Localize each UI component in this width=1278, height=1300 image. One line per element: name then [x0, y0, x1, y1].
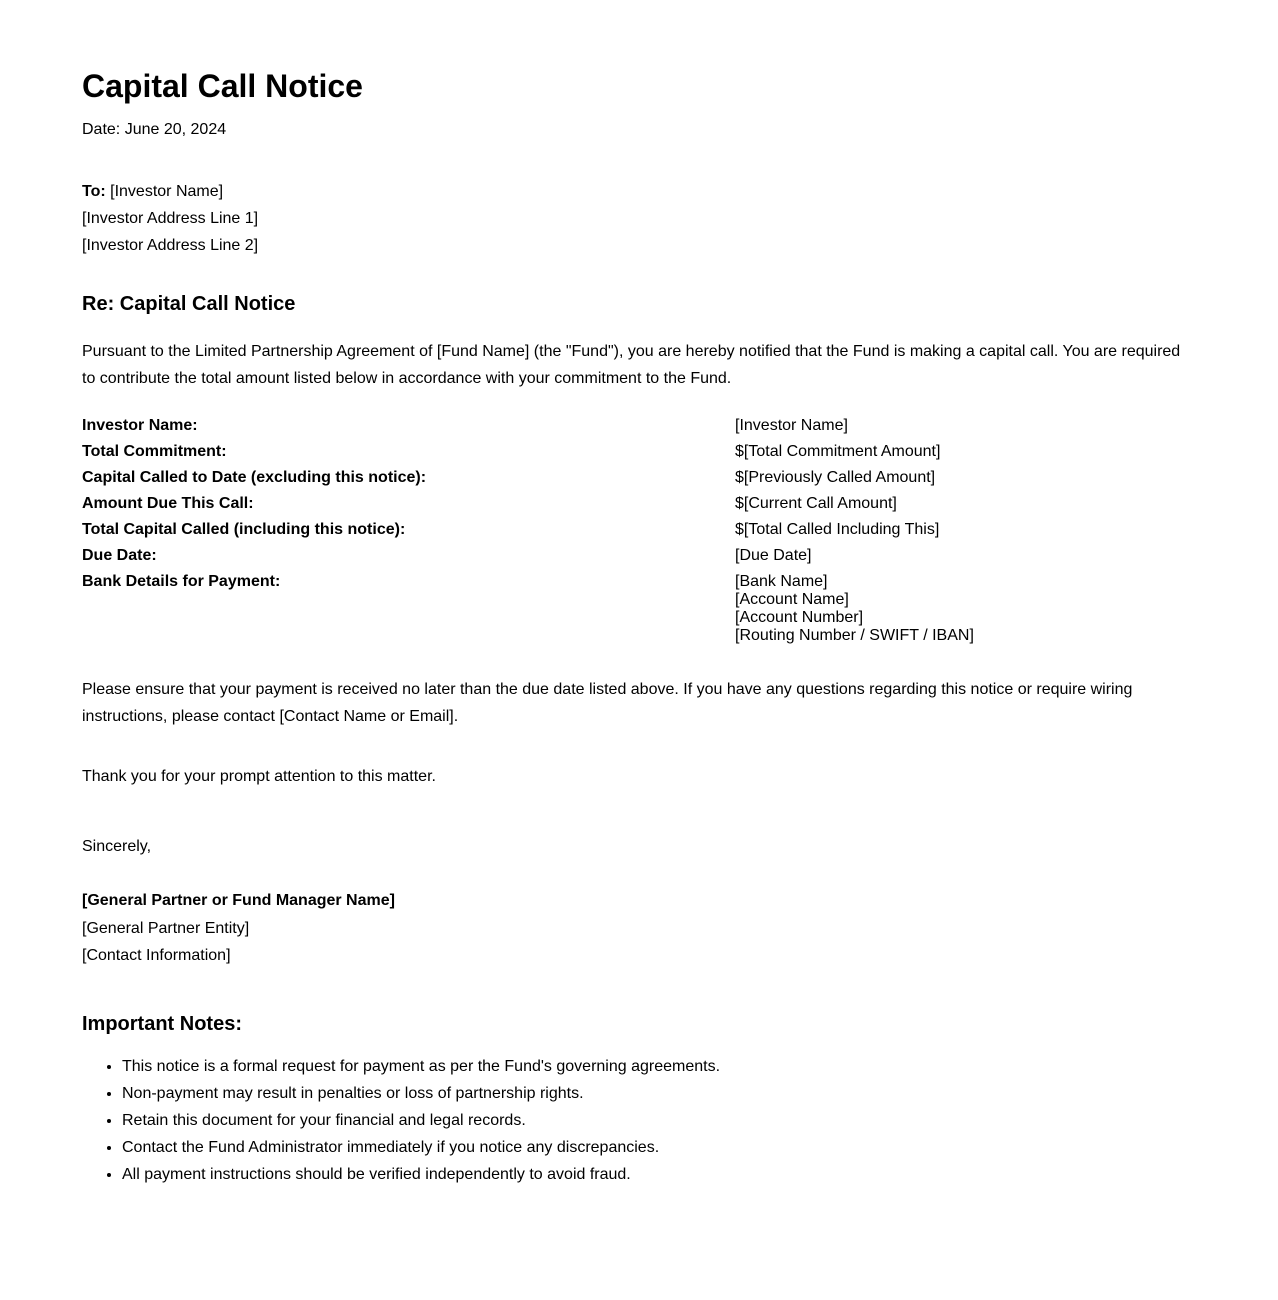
signatory-entity: [General Partner Entity]	[82, 919, 250, 937]
detail-row-investor-name	[82, 417, 1192, 435]
thanks-line: Thank you for your prompt attention to this matter.	[82, 768, 436, 785]
recipient-name-line	[82, 178, 258, 205]
list-item: • Non-payment may result in penalties or loss of partnership rights.	[122, 1080, 720, 1107]
notice-date: Date: June 20, 2024	[82, 121, 227, 138]
bank-details-value	[735, 573, 974, 645]
to-label: To:	[82, 183, 106, 200]
detail-label: Due Date:	[82, 547, 157, 564]
detail-row-due-date	[82, 547, 1192, 565]
sign-off: Sincerely,	[82, 838, 152, 855]
signatory-name: [General Partner or Fund Manager Name]	[82, 892, 395, 909]
signatory-contact: [Contact Information]	[82, 947, 231, 964]
detail-label: Total Capital Called (including this notice):	[82, 521, 406, 538]
notes-heading: Important Notes:	[82, 1013, 242, 1035]
bank-account-name: [Account Name]	[735, 591, 849, 608]
detail-row-amount-due	[82, 495, 1192, 513]
subject-heading: Re: Capital Call Notice	[82, 293, 296, 315]
detail-label: Total Commitment:	[82, 443, 227, 460]
list-item: • All payment instructions should be verified independently to avoid fraud.	[122, 1161, 720, 1188]
bank-routing-number: [Routing Number / SWIFT / IBAN]	[735, 627, 974, 644]
closing-paragraph: Please ensure that your payment is received no later than the due date listed above. If you have any questions regarding this notice or require wiring instructions, please contact [Contact Name or Email].	[82, 681, 1133, 725]
intro-paragraph: Pursuant to the Limited Partnership Agreement of [Fund Name] (the "Fund"), you are hereby notified that the Fund is making a capital call. You are required to contribute the total amount listed below in accordance with your commitment to the Fund.	[82, 343, 1181, 387]
notes-list	[82, 1053, 720, 1188]
detail-value: $[Total Commitment Amount]	[735, 443, 941, 460]
detail-row-bank-details	[82, 573, 1192, 645]
recipient-address-line-2: [Investor Address Line 2]	[82, 237, 259, 254]
detail-label: Amount Due This Call:	[82, 495, 254, 512]
list-item: • Retain this document for your financial and legal records.	[122, 1107, 720, 1134]
signature-block	[82, 887, 395, 970]
detail-row-total-commitment	[82, 443, 1192, 461]
detail-value: $[Previously Called Amount]	[735, 469, 936, 486]
recipient-address-line-1: [Investor Address Line 1]	[82, 210, 259, 227]
detail-row-capital-called-to-date	[82, 469, 1192, 487]
detail-value: $[Current Call Amount]	[735, 495, 897, 512]
detail-label: Capital Called to Date (excluding this notice):	[82, 469, 427, 486]
bank-name: [Bank Name]	[735, 573, 828, 590]
detail-value: [Due Date]	[735, 547, 812, 564]
detail-value: $[Total Called Including This]	[735, 521, 940, 538]
list-item: • This notice is a formal request for payment as per the Fund's governing agreements.	[122, 1053, 720, 1080]
call-details-table	[82, 417, 1192, 653]
detail-label: Investor Name:	[82, 417, 198, 434]
detail-label: Bank Details for Payment:	[82, 573, 281, 590]
recipient-name: [Investor Name]	[110, 183, 224, 200]
list-item: • Contact the Fund Administrator immediately if you notice any discrepancies.	[122, 1134, 720, 1161]
detail-value: [Investor Name]	[735, 417, 848, 434]
page-title: Capital Call Notice	[82, 68, 363, 104]
bank-account-number: [Account Number]	[735, 609, 864, 626]
recipient-block	[82, 178, 258, 259]
detail-row-total-capital-called	[82, 521, 1192, 539]
